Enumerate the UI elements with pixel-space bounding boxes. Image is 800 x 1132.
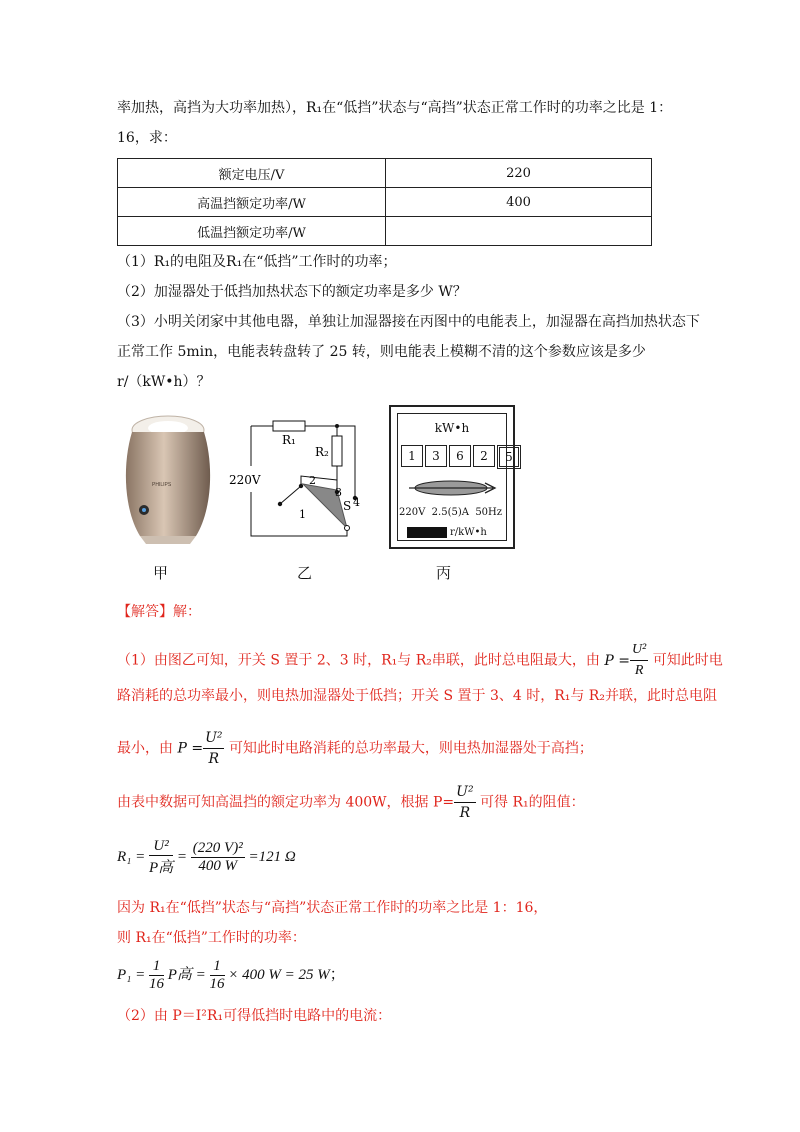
meter-disc (405, 477, 501, 499)
circuit-label-r2: R₂ (315, 445, 329, 459)
intro-line-2: 16，求： (117, 130, 177, 146)
eq-den: 16 (149, 976, 164, 992)
eq-rhs: × 400 W = 25 W (228, 966, 330, 983)
circuit-label-s: S (343, 499, 352, 513)
power-fraction (203, 728, 224, 769)
table-cell: 400 (386, 188, 652, 217)
figure-label-jia: 甲 (153, 564, 169, 582)
eq-den: 16 (209, 976, 225, 992)
table-cell: 低温挡额定功率/W (118, 217, 386, 246)
answer-text: 最小，由 (117, 740, 173, 757)
answer-text: 可知此时电 (652, 652, 723, 669)
meter-digit: 6 (449, 445, 471, 467)
energy-meter (389, 405, 515, 549)
meter-digit: 3 (425, 445, 447, 467)
eq-mid: P高 = (167, 966, 206, 983)
formula-den: R (459, 805, 471, 821)
circuit-label-p2: 2 (309, 474, 316, 487)
eq-fraction (191, 840, 245, 875)
answer-text: 可知此时电路消耗的总功率最大，则电热加湿器处于高挡； (228, 740, 593, 757)
meter-rate-unit: r/kW•h (450, 527, 487, 538)
power-fraction (454, 782, 475, 823)
answer-p2: 因为 R₁在“低挡”状态与“高挡”状态正常工作时的功率之比是 1：16， (117, 900, 548, 916)
answer-text: 由表中数据可知高温挡的额定功率为 400W，根据 P= (117, 794, 455, 811)
meter-rate-row (407, 527, 487, 538)
formula-num: U² (203, 728, 224, 749)
answer-p3: 则 R₁在“低挡”工作时的功率： (117, 930, 306, 946)
eq-num: 1 (210, 958, 225, 976)
table-cell (386, 217, 652, 246)
answer-p1b: 路消耗的总功率最小，则电热加湿器处于低挡；开关 S 置于 3、4 时，R₁与 R₂并联，此时总电阻 (117, 688, 717, 704)
question-2: （2）加湿器处于低挡加热状态下的额定功率是多少 W？ (117, 284, 467, 300)
table-cell: 220 (386, 159, 652, 188)
intro-line-1: 率加热，高挡为大功率加热），R₁在“低挡”状态与“高挡”状态正常工作时的功率之比是 1： (117, 100, 673, 116)
formula-num: U² (630, 640, 648, 661)
figure-label-bing: 丙 (436, 564, 452, 582)
eq-equals: = (176, 848, 188, 865)
answer-head: 【解答】解： (117, 604, 201, 620)
power-fraction (630, 640, 648, 681)
circuit-label-voltage: 220V (229, 473, 261, 487)
circuit-diagram (225, 412, 365, 542)
eq-num: 1 (149, 958, 164, 976)
eq-den: 400 W (198, 858, 238, 874)
eq-lhs: R₁ = (117, 848, 146, 865)
equation-p1 (117, 958, 345, 993)
answer-text: 可得 R₁的阻值： (480, 794, 585, 811)
equation-r1 (117, 838, 296, 877)
meter-spec: 220V 2.5(5)A 50Hz (399, 507, 503, 518)
table-row (118, 159, 652, 188)
question-3b: 正常工作 5min，电能表转盘转了 25 转，则电能表上模糊不清的这个参数应该是多少 (117, 344, 646, 360)
meter-digit: 5 (497, 445, 521, 469)
eq-num: (220 V)² (192, 840, 243, 856)
formula-den: R (634, 663, 644, 678)
circuit-label-p3: 3 (335, 486, 342, 499)
formula-p: P = (604, 652, 630, 669)
answer-text: （1）由图乙可知，开关 S 置于 2、3 时，R₁与 R₂串联，此时总电阻最大，由 (117, 652, 600, 669)
answer-p4: （2）由 P＝I²R₁可得低挡时电路中的电流： (117, 1008, 392, 1024)
spec-table (117, 158, 652, 246)
humidifier-brand: PHILIPS (152, 482, 172, 488)
circuit-label-p1: 1 (299, 508, 306, 521)
formula-num: U² (454, 782, 475, 803)
eq-tail: ； (329, 966, 345, 983)
formula-p: P = (177, 740, 204, 757)
circuit-label-r1: R₁ (282, 433, 296, 447)
answer-p1d (117, 782, 585, 823)
question-3a: （3）小明关闭家中其他电器，单独让加湿器接在丙图中的电能表上，加湿器在高挡加热状态下 (117, 314, 700, 330)
meter-rate-blurred (407, 527, 447, 538)
eq-fraction (210, 958, 225, 993)
table-cell: 额定电压/V (118, 159, 386, 188)
humidifier-figure (118, 410, 218, 550)
meter-unit: kW•h (434, 421, 470, 435)
eq-rhs: =121 Ω (248, 848, 296, 865)
meter-digit: 1 (401, 445, 423, 467)
eq-lhs: P₁ = (117, 966, 146, 983)
power-formula (604, 651, 630, 671)
circuit-label-p4: 4 (353, 496, 360, 509)
table-row (118, 217, 652, 246)
figure-label-yi: 乙 (297, 564, 313, 582)
meter-digit: 2 (473, 445, 495, 467)
question-1: （1）R₁的电阻及R₁在“低挡”工作时的功率； (117, 254, 397, 270)
eq-fraction (149, 958, 164, 993)
eq-den: P高 (149, 860, 174, 876)
eq-num: U² (149, 838, 173, 856)
meter-digits (401, 445, 521, 469)
table-row (118, 188, 652, 217)
formula-den: R (208, 751, 220, 767)
answer-p1a (117, 640, 723, 681)
table-cell: 高温挡额定功率/W (118, 188, 386, 217)
answer-p1c (117, 728, 593, 769)
eq-fraction (149, 838, 173, 877)
question-3c: r/（kW•h）？ (117, 374, 211, 390)
